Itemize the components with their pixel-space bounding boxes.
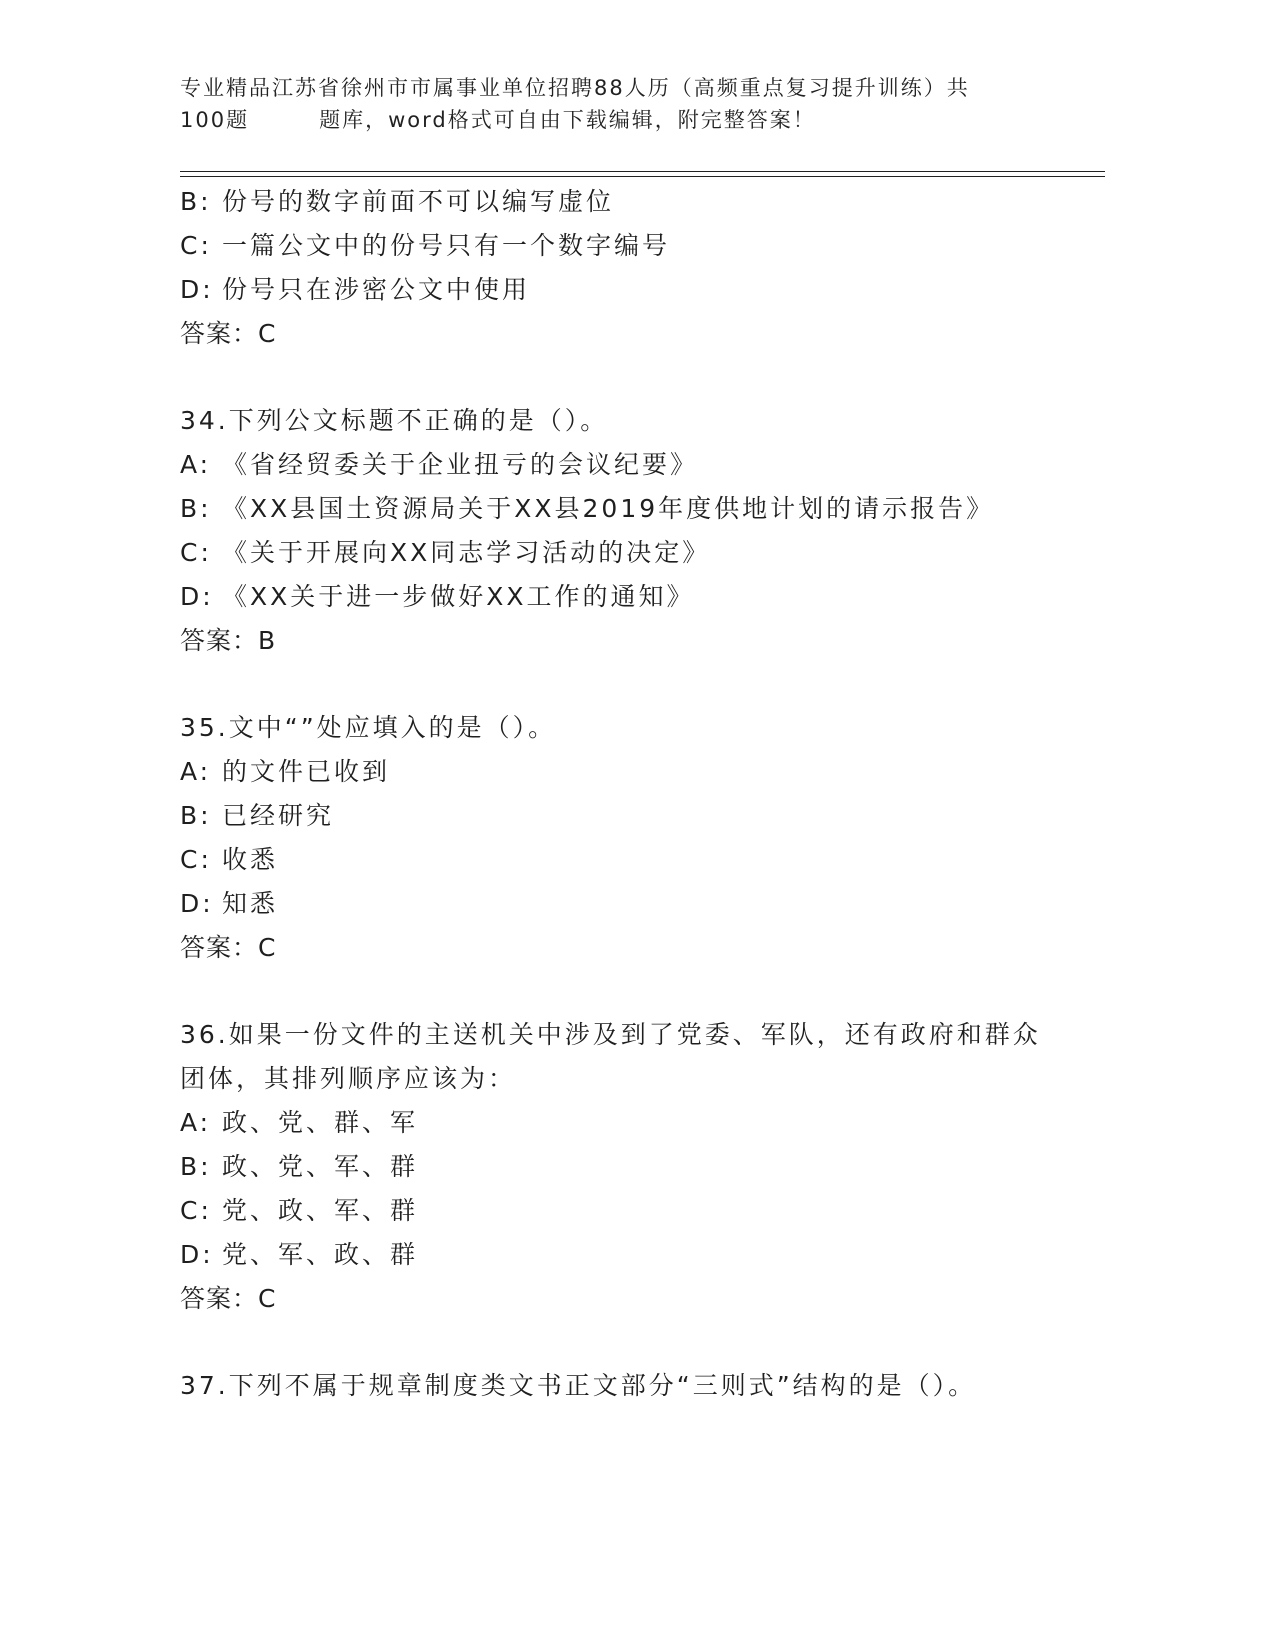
header-question-count: 100题 <box>180 108 250 132</box>
option-d: D: 知悉 <box>180 889 279 918</box>
header-line-2 <box>180 104 1060 136</box>
option-b: B: 份号的数字前面不可以编写虚位 <box>180 187 615 216</box>
option-c: C: 《关于开展向XX同志学习活动的决定》 <box>180 538 711 567</box>
question-34 <box>180 399 1080 663</box>
header-line-1: 专业精品江苏省徐州市市属事业单位招聘88人历（高频重点复习提升训练）共 <box>180 76 970 100</box>
option-d: D: 《XX关于进一步做好XX工作的通知》 <box>180 582 695 611</box>
option-b: B: 《XX县国土资源局关于XX县2019年度供地计划的请示报告》 <box>180 494 995 523</box>
question-stem: 37.下列不属于规章制度类文书正文部分“三则式”结构的是（）。 <box>180 1371 977 1400</box>
header-rule-top <box>180 171 1105 172</box>
option-c: C: 收悉 <box>180 845 279 874</box>
option-a: A: 《省经贸委关于企业扭亏的会议纪要》 <box>180 450 699 479</box>
option-c: C: 一篇公文中的份号只有一个数字编号 <box>180 231 671 260</box>
question-37 <box>180 1364 1080 1408</box>
question-stem: 34.下列公文标题不正确的是（）。 <box>180 406 609 435</box>
question-stem: 35.文中“”处应填入的是（）。 <box>180 713 557 742</box>
header-rule-bottom <box>180 176 1105 177</box>
option-b: B: 已经研究 <box>180 801 335 830</box>
option-a: A: 的文件已收到 <box>180 757 391 786</box>
header-description: 题库，word格式可自由下载编辑，附完整答案！ <box>319 108 816 132</box>
answer-line: 答案：C <box>180 319 277 348</box>
answer-line: 答案：C <box>180 1284 277 1313</box>
document-header <box>180 72 1060 136</box>
question-list <box>180 180 1080 1408</box>
answer-line: 答案：B <box>180 626 277 655</box>
option-d: D: 党、军、政、群 <box>180 1240 419 1269</box>
question-35 <box>180 706 1080 970</box>
question-stem: 36.如果一份文件的主送机关中涉及到了党委、军队，还有政府和群众 <box>180 1020 1041 1049</box>
question-36 <box>180 1013 1080 1321</box>
previous-question-tail <box>180 180 1080 356</box>
option-c: C: 党、政、军、群 <box>180 1196 419 1225</box>
question-stem-continued: 团体，其排列顺序应该为： <box>180 1064 517 1093</box>
option-d: D: 份号只在涉密公文中使用 <box>180 275 531 304</box>
option-b: B: 政、党、军、群 <box>180 1152 419 1181</box>
option-a: A: 政、党、群、军 <box>180 1108 419 1137</box>
answer-line: 答案：C <box>180 933 277 962</box>
